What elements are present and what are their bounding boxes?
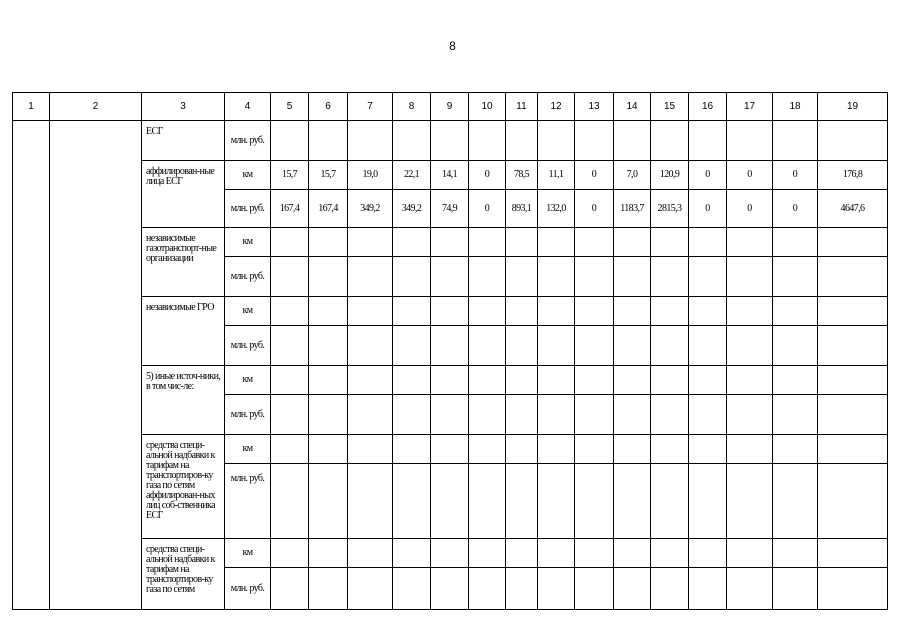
- value-cell: [689, 395, 727, 435]
- value-cell: [309, 435, 348, 464]
- value-cell: [348, 121, 393, 161]
- value-cell: [506, 435, 538, 464]
- value-cell: [773, 228, 818, 257]
- table-row: [13, 228, 888, 257]
- value-cell: [538, 121, 575, 161]
- value-cell: [348, 395, 393, 435]
- value-cell: [689, 435, 727, 464]
- value-cell: 14,1: [431, 161, 469, 190]
- value-cell: 0: [469, 190, 506, 228]
- table-row: [13, 297, 888, 326]
- value-cell: [773, 326, 818, 366]
- unit-cell: млн. руб.: [225, 395, 271, 435]
- value-cell: [538, 297, 575, 326]
- value-cell: [393, 228, 431, 257]
- value-cell: [469, 539, 506, 568]
- value-cell: [614, 366, 651, 395]
- value-cell: [506, 257, 538, 297]
- value-cell: [393, 297, 431, 326]
- value-cell: [614, 568, 651, 610]
- value-cell: [393, 366, 431, 395]
- value-cell: [469, 121, 506, 161]
- value-cell: [538, 257, 575, 297]
- value-cell: [538, 464, 575, 539]
- value-cell: [818, 568, 888, 610]
- value-cell: [773, 297, 818, 326]
- value-cell: [431, 326, 469, 366]
- value-cell: 132,0: [538, 190, 575, 228]
- value-cell: 15,7: [309, 161, 348, 190]
- value-cell: [393, 121, 431, 161]
- value-cell: [538, 395, 575, 435]
- row-name: средства специ-альной надбавки к тарифам на транспортиров-ку газа по сетям: [142, 539, 225, 610]
- value-cell: [431, 121, 469, 161]
- value-cell: [348, 228, 393, 257]
- value-cell: [818, 464, 888, 539]
- value-cell: [575, 326, 614, 366]
- value-cell: [614, 395, 651, 435]
- value-cell: [727, 326, 773, 366]
- value-cell: [393, 539, 431, 568]
- table-row: [13, 539, 888, 568]
- value-cell: [651, 297, 689, 326]
- value-cell: 167,4: [271, 190, 309, 228]
- value-cell: [309, 228, 348, 257]
- value-cell: [271, 326, 309, 366]
- value-cell: [818, 121, 888, 161]
- value-cell: 167,4: [309, 190, 348, 228]
- value-cell: [818, 539, 888, 568]
- value-cell: [689, 257, 727, 297]
- value-cell: [538, 568, 575, 610]
- unit-cell: км: [225, 539, 271, 568]
- value-cell: 15,7: [271, 161, 309, 190]
- header-cell: 6: [309, 93, 348, 121]
- value-cell: [651, 257, 689, 297]
- value-cell: [309, 257, 348, 297]
- value-cell: [614, 464, 651, 539]
- value-cell: [727, 464, 773, 539]
- value-cell: 0: [727, 161, 773, 190]
- value-cell: [271, 464, 309, 539]
- unit-cell: км: [225, 366, 271, 395]
- value-cell: 22,1: [393, 161, 431, 190]
- header-cell: 12: [538, 93, 575, 121]
- value-cell: 349,2: [348, 190, 393, 228]
- value-cell: [773, 539, 818, 568]
- header-cell: 2: [50, 93, 142, 121]
- value-cell: [727, 395, 773, 435]
- value-cell: 11,1: [538, 161, 575, 190]
- value-cell: [575, 435, 614, 464]
- value-cell: [575, 297, 614, 326]
- value-cell: [271, 568, 309, 610]
- value-cell: [469, 326, 506, 366]
- value-cell: 0: [773, 190, 818, 228]
- col1-cell: [13, 121, 50, 610]
- value-cell: [393, 568, 431, 610]
- value-cell: [614, 539, 651, 568]
- value-cell: [538, 539, 575, 568]
- header-cell: 13: [575, 93, 614, 121]
- data-table: [12, 92, 888, 610]
- value-cell: [309, 395, 348, 435]
- value-cell: [614, 435, 651, 464]
- value-cell: [614, 257, 651, 297]
- unit-cell: км: [225, 228, 271, 257]
- value-cell: [431, 568, 469, 610]
- value-cell: [506, 464, 538, 539]
- row-name: средства специ-альной надбавки к тарифам на транспортиров-ку газа по сетям аффилирован-ных лиц соб-ственника ЕСГ: [142, 435, 225, 539]
- value-cell: [538, 326, 575, 366]
- page-number: 8: [449, 39, 456, 53]
- value-cell: 19,0: [348, 161, 393, 190]
- value-cell: 893,1: [506, 190, 538, 228]
- row-name: независимые ГРО: [142, 297, 225, 366]
- value-cell: [393, 395, 431, 435]
- value-cell: [469, 568, 506, 610]
- value-cell: [469, 297, 506, 326]
- header-cell: 8: [393, 93, 431, 121]
- value-cell: [818, 395, 888, 435]
- value-cell: [773, 395, 818, 435]
- row-name: аффилирован-ные лица ЕСГ: [142, 161, 225, 228]
- value-cell: [348, 464, 393, 539]
- value-cell: [818, 326, 888, 366]
- table-row: [13, 435, 888, 464]
- value-cell: [469, 366, 506, 395]
- value-cell: 0: [689, 161, 727, 190]
- value-cell: 176,8: [818, 161, 888, 190]
- value-cell: [506, 326, 538, 366]
- value-cell: [614, 297, 651, 326]
- value-cell: 0: [469, 161, 506, 190]
- value-cell: [689, 297, 727, 326]
- value-cell: [651, 539, 689, 568]
- value-cell: [506, 121, 538, 161]
- value-cell: [431, 257, 469, 297]
- value-cell: 7,0: [614, 161, 651, 190]
- value-cell: [309, 464, 348, 539]
- value-cell: [271, 297, 309, 326]
- value-cell: [348, 257, 393, 297]
- value-cell: [575, 257, 614, 297]
- value-cell: [727, 297, 773, 326]
- row-name: 5) иные источ-ники, в том чис-ле:: [142, 366, 225, 435]
- unit-cell: млн. руб.: [225, 568, 271, 610]
- value-cell: [309, 539, 348, 568]
- value-cell: [689, 228, 727, 257]
- value-cell: [818, 228, 888, 257]
- value-cell: [348, 366, 393, 395]
- header-cell: 5: [271, 93, 309, 121]
- value-cell: [271, 121, 309, 161]
- value-cell: [773, 366, 818, 395]
- row-name: ЕСГ: [142, 121, 225, 161]
- unit-cell: млн. руб.: [225, 190, 271, 228]
- value-cell: [431, 539, 469, 568]
- value-cell: [271, 257, 309, 297]
- value-cell: [651, 568, 689, 610]
- value-cell: [348, 435, 393, 464]
- value-cell: [575, 539, 614, 568]
- value-cell: [506, 366, 538, 395]
- value-cell: [271, 395, 309, 435]
- value-cell: [575, 395, 614, 435]
- header-cell: 19: [818, 93, 888, 121]
- value-cell: [689, 121, 727, 161]
- value-cell: 349,2: [393, 190, 431, 228]
- value-cell: [309, 297, 348, 326]
- value-cell: [727, 228, 773, 257]
- value-cell: [348, 539, 393, 568]
- value-cell: 0: [773, 161, 818, 190]
- col2-cell: [50, 121, 142, 610]
- header-cell: 14: [614, 93, 651, 121]
- value-cell: [818, 435, 888, 464]
- value-cell: [393, 435, 431, 464]
- unit-cell: км: [225, 161, 271, 190]
- unit-cell: млн. руб.: [225, 464, 271, 539]
- value-cell: [309, 326, 348, 366]
- value-cell: [431, 435, 469, 464]
- value-cell: [575, 464, 614, 539]
- header-row: [13, 93, 888, 121]
- value-cell: [506, 297, 538, 326]
- value-cell: [271, 228, 309, 257]
- header-cell: 9: [431, 93, 469, 121]
- header-cell: 4: [225, 93, 271, 121]
- value-cell: 78,5: [506, 161, 538, 190]
- value-cell: 120,9: [651, 161, 689, 190]
- value-cell: [651, 228, 689, 257]
- value-cell: [575, 366, 614, 395]
- value-cell: [271, 435, 309, 464]
- value-cell: [614, 326, 651, 366]
- value-cell: [575, 121, 614, 161]
- value-cell: [271, 366, 309, 395]
- header-cell: 7: [348, 93, 393, 121]
- value-cell: [431, 366, 469, 395]
- value-cell: [431, 395, 469, 435]
- value-cell: [309, 568, 348, 610]
- value-cell: [469, 464, 506, 539]
- header-cell: 18: [773, 93, 818, 121]
- value-cell: [818, 366, 888, 395]
- value-cell: [689, 464, 727, 539]
- value-cell: 0: [689, 190, 727, 228]
- value-cell: [773, 464, 818, 539]
- header-cell: 3: [142, 93, 225, 121]
- value-cell: [818, 257, 888, 297]
- value-cell: [689, 326, 727, 366]
- value-cell: [348, 297, 393, 326]
- value-cell: [773, 435, 818, 464]
- header-cell: 11: [506, 93, 538, 121]
- value-cell: [506, 539, 538, 568]
- value-cell: [506, 568, 538, 610]
- unit-cell: км: [225, 435, 271, 464]
- value-cell: [773, 257, 818, 297]
- value-cell: [651, 366, 689, 395]
- unit-cell: млн. руб.: [225, 326, 271, 366]
- value-cell: [469, 257, 506, 297]
- unit-cell: млн. руб.: [225, 257, 271, 297]
- table-row: [13, 366, 888, 395]
- value-cell: 2815,3: [651, 190, 689, 228]
- value-cell: [773, 121, 818, 161]
- value-cell: [689, 539, 727, 568]
- value-cell: [469, 228, 506, 257]
- value-cell: 0: [727, 190, 773, 228]
- value-cell: [651, 464, 689, 539]
- value-cell: [538, 366, 575, 395]
- row-name: независимые газотранспорт-ные организации: [142, 228, 225, 297]
- header-cell: 1: [13, 93, 50, 121]
- value-cell: [431, 297, 469, 326]
- value-cell: [614, 228, 651, 257]
- value-cell: [348, 326, 393, 366]
- value-cell: [309, 366, 348, 395]
- value-cell: [348, 568, 393, 610]
- value-cell: [614, 121, 651, 161]
- value-cell: [393, 257, 431, 297]
- value-cell: [651, 435, 689, 464]
- value-cell: [651, 395, 689, 435]
- value-cell: [575, 228, 614, 257]
- value-cell: [727, 257, 773, 297]
- value-cell: [506, 395, 538, 435]
- value-cell: 74,9: [431, 190, 469, 228]
- value-cell: 0: [575, 161, 614, 190]
- value-cell: [727, 539, 773, 568]
- value-cell: [469, 435, 506, 464]
- value-cell: [773, 568, 818, 610]
- value-cell: [393, 464, 431, 539]
- unit-cell: млн. руб.: [225, 121, 271, 161]
- value-cell: [651, 121, 689, 161]
- value-cell: [506, 228, 538, 257]
- value-cell: [538, 435, 575, 464]
- table-row: [13, 161, 888, 190]
- value-cell: [431, 464, 469, 539]
- table-row: [13, 121, 888, 161]
- value-cell: [727, 435, 773, 464]
- value-cell: [538, 228, 575, 257]
- value-cell: [575, 568, 614, 610]
- header-cell: 17: [727, 93, 773, 121]
- value-cell: [309, 121, 348, 161]
- value-cell: [393, 326, 431, 366]
- value-cell: [651, 326, 689, 366]
- value-cell: [727, 121, 773, 161]
- value-cell: [689, 568, 727, 610]
- value-cell: [689, 366, 727, 395]
- value-cell: [727, 568, 773, 610]
- value-cell: [818, 297, 888, 326]
- value-cell: [469, 395, 506, 435]
- value-cell: 1183,7: [614, 190, 651, 228]
- header-cell: 10: [469, 93, 506, 121]
- header-cell: 15: [651, 93, 689, 121]
- value-cell: 4647,6: [818, 190, 888, 228]
- value-cell: 0: [575, 190, 614, 228]
- header-cell: 16: [689, 93, 727, 121]
- value-cell: [727, 366, 773, 395]
- unit-cell: км: [225, 297, 271, 326]
- value-cell: [431, 228, 469, 257]
- value-cell: [271, 539, 309, 568]
